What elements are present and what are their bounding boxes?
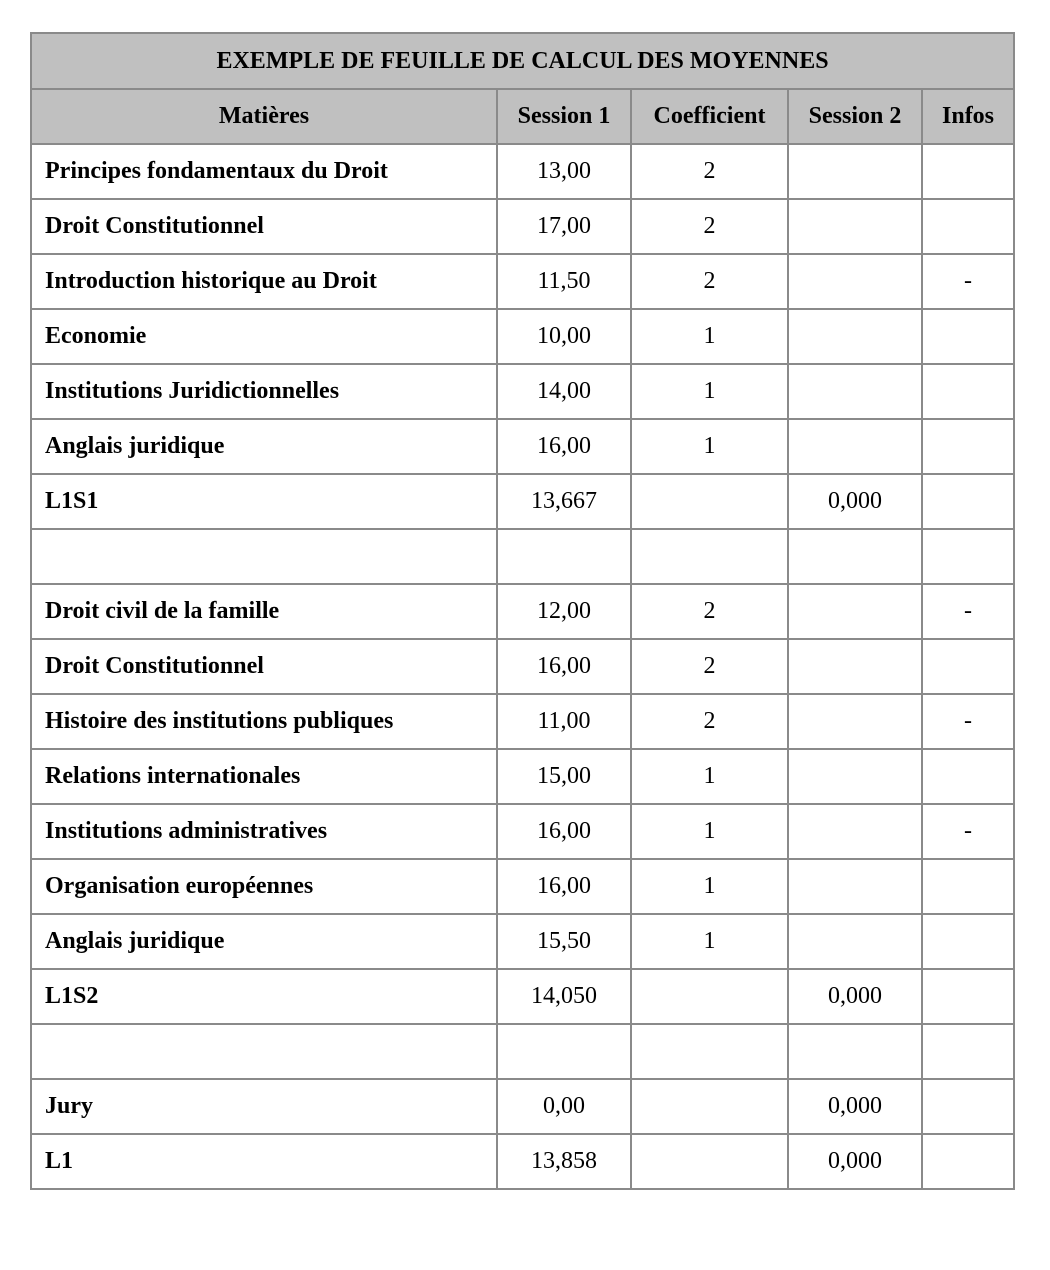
table-row xyxy=(31,309,1014,364)
session-1-cell: 16,00 xyxy=(497,639,631,694)
table-row xyxy=(31,639,1014,694)
session-2-cell: 0,000 xyxy=(788,474,922,529)
session-1-cell: 14,00 xyxy=(497,364,631,419)
session-2-cell xyxy=(788,804,922,859)
session-1-cell: 15,50 xyxy=(497,914,631,969)
subject-cell: Organisation européennes xyxy=(31,859,497,914)
infos-cell xyxy=(922,1079,1014,1134)
table-row xyxy=(31,474,1014,529)
coefficient-cell: 1 xyxy=(631,859,788,914)
coefficient-cell: 2 xyxy=(631,584,788,639)
table-row xyxy=(31,529,1014,584)
subject-cell: L1S1 xyxy=(31,474,497,529)
session-1-cell: 13,858 xyxy=(497,1134,631,1189)
header-coefficient: Coefficient xyxy=(631,89,788,144)
coefficient-cell: 1 xyxy=(631,804,788,859)
table-row xyxy=(31,969,1014,1024)
session-1-cell: 0,00 xyxy=(497,1079,631,1134)
table-row xyxy=(31,364,1014,419)
session-1-cell: 16,00 xyxy=(497,859,631,914)
coefficient-cell: 1 xyxy=(631,419,788,474)
infos-cell: - xyxy=(922,694,1014,749)
session-1-cell: 17,00 xyxy=(497,199,631,254)
subject-cell: Droit civil de la famille xyxy=(31,584,497,639)
table-row xyxy=(31,804,1014,859)
infos-cell xyxy=(922,859,1014,914)
subject-cell: Jury xyxy=(31,1079,497,1134)
subject-cell xyxy=(31,1024,497,1079)
session-2-cell xyxy=(788,639,922,694)
session-2-cell xyxy=(788,144,922,199)
subject-cell: Institutions administratives xyxy=(31,804,497,859)
session-1-cell xyxy=(497,529,631,584)
table-title-row xyxy=(31,33,1014,89)
coefficient-cell: 1 xyxy=(631,309,788,364)
infos-cell xyxy=(922,364,1014,419)
session-2-cell xyxy=(788,914,922,969)
table-row xyxy=(31,419,1014,474)
session-2-cell xyxy=(788,309,922,364)
coefficient-cell: 1 xyxy=(631,749,788,804)
coefficient-cell: 2 xyxy=(631,639,788,694)
infos-cell xyxy=(922,309,1014,364)
header-session-1: Session 1 xyxy=(497,89,631,144)
subject-cell: Introduction historique au Droit xyxy=(31,254,497,309)
subject-cell: Droit Constitutionnel xyxy=(31,639,497,694)
table-row xyxy=(31,749,1014,804)
table-row xyxy=(31,1134,1014,1189)
table-row xyxy=(31,199,1014,254)
table-row xyxy=(31,144,1014,199)
subject-cell: Anglais juridique xyxy=(31,914,497,969)
subject-cell: Relations internationales xyxy=(31,749,497,804)
infos-cell: - xyxy=(922,804,1014,859)
session-1-cell xyxy=(497,1024,631,1079)
subject-cell: Institutions Juridictionnelles xyxy=(31,364,497,419)
coefficient-cell: 1 xyxy=(631,364,788,419)
session-2-cell xyxy=(788,254,922,309)
session-2-cell: 0,000 xyxy=(788,1079,922,1134)
subject-cell: L1 xyxy=(31,1134,497,1189)
infos-cell xyxy=(922,914,1014,969)
infos-cell xyxy=(922,144,1014,199)
session-1-cell: 10,00 xyxy=(497,309,631,364)
subject-cell: L1S2 xyxy=(31,969,497,1024)
coefficient-cell xyxy=(631,969,788,1024)
session-1-cell: 11,50 xyxy=(497,254,631,309)
coefficient-cell xyxy=(631,529,788,584)
table-body xyxy=(31,144,1014,1189)
infos-cell xyxy=(922,1134,1014,1189)
coefficient-cell: 2 xyxy=(631,144,788,199)
session-2-cell xyxy=(788,749,922,804)
infos-cell xyxy=(922,749,1014,804)
session-1-cell: 16,00 xyxy=(497,419,631,474)
table-row xyxy=(31,914,1014,969)
coefficient-cell xyxy=(631,474,788,529)
session-1-cell: 13,00 xyxy=(497,144,631,199)
subject-cell: Economie xyxy=(31,309,497,364)
session-1-cell: 15,00 xyxy=(497,749,631,804)
infos-cell xyxy=(922,419,1014,474)
subject-cell xyxy=(31,529,497,584)
coefficient-cell: 2 xyxy=(631,694,788,749)
table-title: EXEMPLE DE FEUILLE DE CALCUL DES MOYENNES xyxy=(31,33,1014,89)
infos-cell xyxy=(922,639,1014,694)
infos-cell xyxy=(922,1024,1014,1079)
infos-cell: - xyxy=(922,254,1014,309)
session-1-cell: 13,667 xyxy=(497,474,631,529)
session-1-cell: 11,00 xyxy=(497,694,631,749)
coefficient-cell xyxy=(631,1134,788,1189)
subject-cell: Droit Constitutionnel xyxy=(31,199,497,254)
session-2-cell xyxy=(788,419,922,474)
session-2-cell xyxy=(788,584,922,639)
infos-cell xyxy=(922,969,1014,1024)
infos-cell xyxy=(922,199,1014,254)
infos-cell: - xyxy=(922,584,1014,639)
coefficient-cell xyxy=(631,1024,788,1079)
table-row xyxy=(31,254,1014,309)
coefficient-cell: 2 xyxy=(631,199,788,254)
header-session-2: Session 2 xyxy=(788,89,922,144)
subject-cell: Histoire des institutions publiques xyxy=(31,694,497,749)
session-2-cell xyxy=(788,1024,922,1079)
header-matieres: Matières xyxy=(31,89,497,144)
table-row xyxy=(31,859,1014,914)
session-2-cell xyxy=(788,364,922,419)
table-row xyxy=(31,584,1014,639)
session-2-cell xyxy=(788,199,922,254)
table-row xyxy=(31,694,1014,749)
header-infos: Infos xyxy=(922,89,1014,144)
subject-cell: Anglais juridique xyxy=(31,419,497,474)
subject-cell: Principes fondamentaux du Droit xyxy=(31,144,497,199)
grades-table xyxy=(30,32,1015,1190)
session-2-cell xyxy=(788,694,922,749)
session-2-cell xyxy=(788,529,922,584)
coefficient-cell: 1 xyxy=(631,914,788,969)
infos-cell xyxy=(922,474,1014,529)
session-2-cell: 0,000 xyxy=(788,969,922,1024)
session-2-cell: 0,000 xyxy=(788,1134,922,1189)
table-header-row xyxy=(31,89,1014,144)
table-row xyxy=(31,1024,1014,1079)
session-1-cell: 12,00 xyxy=(497,584,631,639)
session-2-cell xyxy=(788,859,922,914)
coefficient-cell: 2 xyxy=(631,254,788,309)
session-1-cell: 16,00 xyxy=(497,804,631,859)
session-1-cell: 14,050 xyxy=(497,969,631,1024)
infos-cell xyxy=(922,529,1014,584)
coefficient-cell xyxy=(631,1079,788,1134)
table-row xyxy=(31,1079,1014,1134)
